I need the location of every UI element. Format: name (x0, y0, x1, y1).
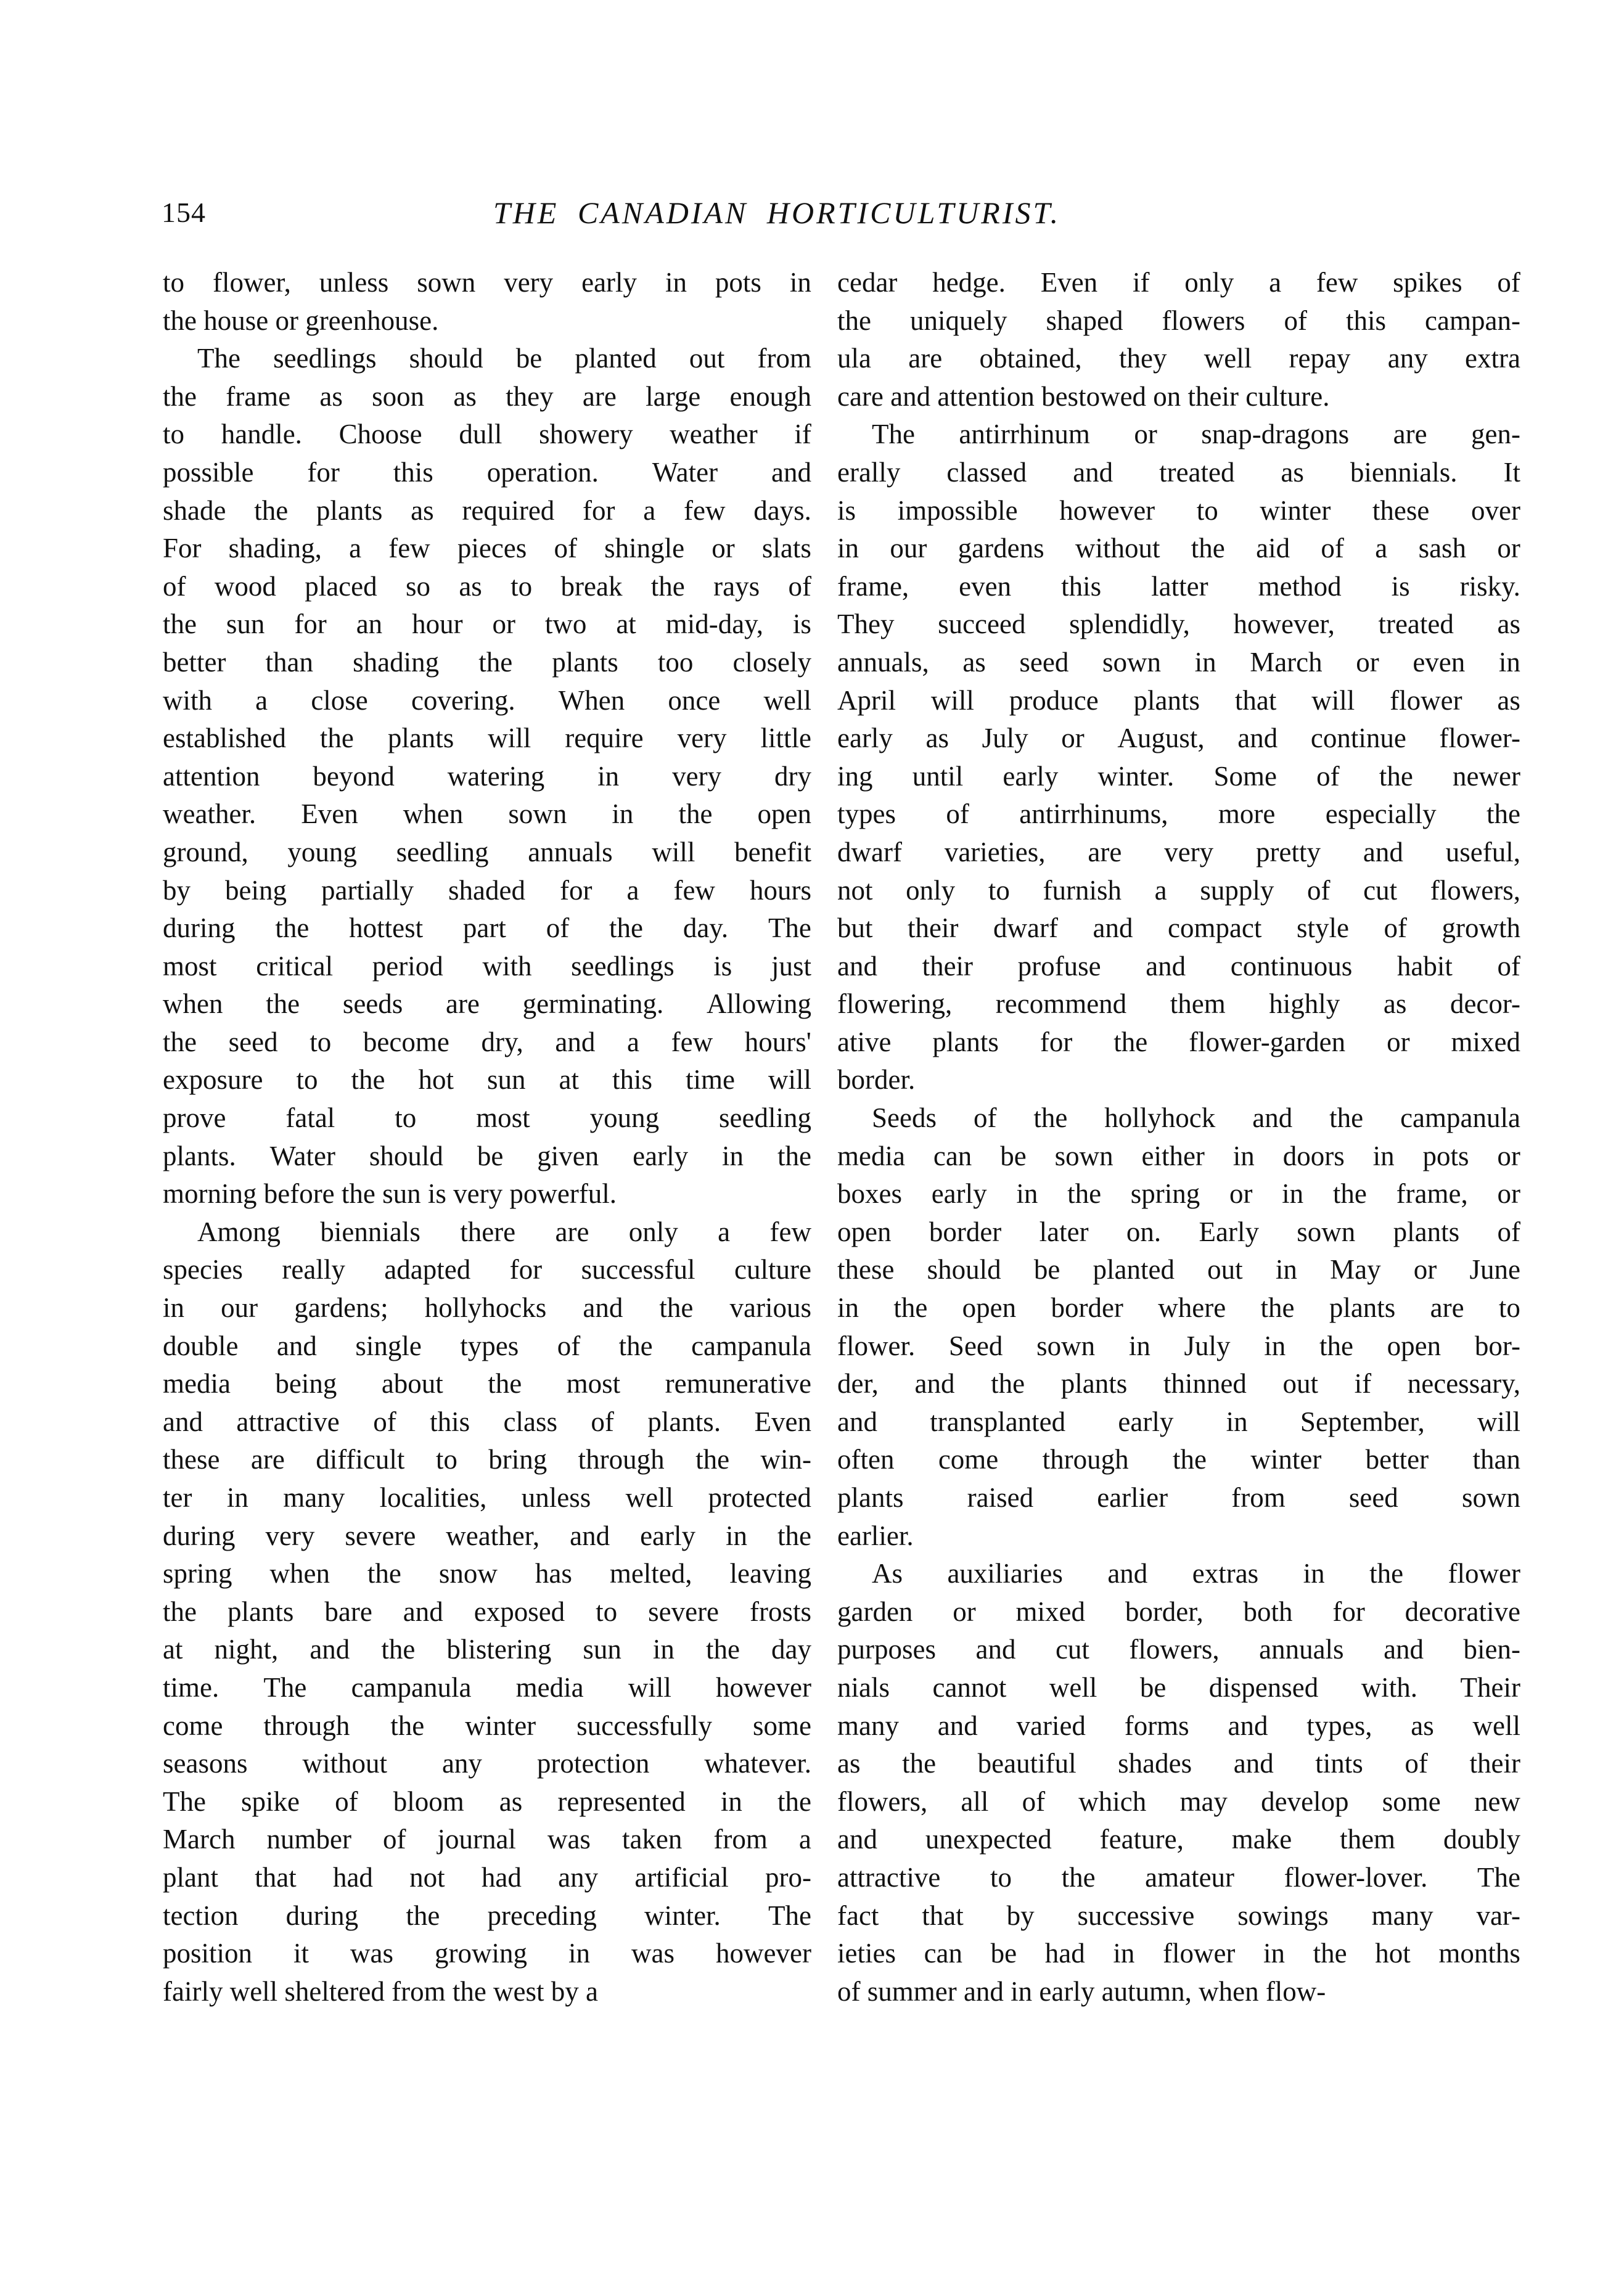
text-line: the plants bare and exposed to severe frosts (163, 1596, 811, 1627)
text-line: border. (837, 1064, 916, 1096)
text-line: media can be sown either in doors in pots or (837, 1140, 1520, 1171)
text-line: plants. Water should be given early in the (163, 1140, 811, 1171)
text-line: cedar hedge. Even if only a few spikes of (837, 267, 1520, 298)
text-line: early as July or August, and continue flower- (837, 723, 1520, 754)
text-line: the sun for an hour or two at mid-day, is (163, 609, 811, 640)
text-line: nials cannot well be dispensed with. Their (837, 1671, 1520, 1703)
text-line: during very severe weather, and early in the (163, 1520, 811, 1551)
paragraph (837, 416, 1520, 1099)
text-line: ground, young seedling annuals will benefit (163, 836, 811, 867)
text-line: established the plants will require very little (163, 723, 811, 754)
page-number: 154 (162, 197, 206, 228)
paragraph (837, 264, 1520, 416)
text-line: flower. Seed sown in July in the open bor- (837, 1330, 1520, 1361)
text-line: flowering, recommend them highly as decor- (837, 988, 1520, 1020)
text-line: morning before the sun is very powerful. (163, 1178, 617, 1210)
text-line: and unexpected feature, make them doubly (837, 1824, 1520, 1855)
text-line: As auxiliaries and extras in the flower (872, 1558, 1520, 1589)
text-line: double and single types of the campanula (163, 1330, 811, 1361)
text-line: seasons without any protection whatever. (163, 1748, 811, 1779)
text-line: of wood placed so as to break the rays of (163, 570, 811, 602)
paragraph (837, 1555, 1520, 2011)
text-line: is impossible however to winter these over (837, 494, 1520, 526)
text-line: boxes early in the spring or in the frame, or (837, 1178, 1520, 1210)
text-line: The antirrhinum or snap-dragons are gen- (872, 419, 1520, 450)
text-line: care and attention bestowed on their culture. (837, 380, 1330, 412)
text-line: by being partially shaded for a few hours (163, 874, 811, 906)
text-line: the seed to become dry, and a few hours' (163, 1026, 811, 1057)
text-line: in our gardens; hollyhocks and the various (163, 1292, 811, 1324)
paragraph (163, 1213, 811, 2011)
text-line: types of antirrhinums, more especially the (837, 798, 1520, 830)
text-line: and attractive of this class of plants. Even (163, 1406, 811, 1437)
text-line: attention beyond watering in very dry (163, 760, 811, 792)
text-line: plant that had not had any artificial pro- (163, 1861, 811, 1893)
text-line: dwarf varieties, are very pretty and useful, (837, 836, 1520, 867)
text-line: to handle. Choose dull showery weather if (163, 419, 811, 450)
text-line: plants raised earlier from seed sown (837, 1482, 1520, 1513)
text-line: and transplanted early in September, will (837, 1406, 1520, 1437)
text-line: exposure to the hot sun at this time will (163, 1064, 811, 1096)
text-line: frame, even this latter method is risky. (837, 570, 1520, 602)
text-line: earlier. (837, 1520, 914, 1551)
text-line: and their profuse and continuous habit of (837, 950, 1520, 982)
text-line: Among biennials there are only a few (197, 1216, 811, 1247)
text-line: spring when the snow has melted, leaving (163, 1558, 811, 1589)
text-line: Seeds of the hollyhock and the campanula (872, 1102, 1520, 1134)
text-line: in the open border where the plants are to (837, 1292, 1520, 1324)
text-line: fairly well sheltered from the west by a (163, 1975, 599, 2007)
text-line: ative plants for the flower-garden or mixed (837, 1026, 1520, 1057)
paragraph (163, 264, 811, 340)
text-line: many and varied forms and types, as well (837, 1710, 1520, 1741)
text-line: tection during the preceding winter. The (163, 1900, 811, 1931)
text-line: come through the winter successfully some (163, 1710, 811, 1741)
text-line: erally classed and treated as biennials. It (837, 456, 1520, 488)
text-line: to flower, unless sown very early in pots in (163, 267, 811, 298)
text-line: but their dwarf and compact style of growth (837, 912, 1520, 944)
paragraph (837, 1099, 1520, 1555)
text-line: The seedlings should be planted out from (197, 343, 811, 374)
right-column (837, 264, 1520, 2011)
text-line: shade the plants as required for a few days. (163, 494, 811, 526)
text-line: most critical period with seedlings is just (163, 950, 811, 982)
text-line: the uniquely shaped flowers of this campan- (837, 305, 1520, 336)
text-line: garden or mixed border, both for decorative (837, 1596, 1520, 1627)
text-line: the frame as soon as they are large enough (163, 380, 811, 412)
text-line: April will produce plants that will flower as (837, 684, 1520, 716)
text-line: species really adapted for successful culture (163, 1254, 811, 1285)
text-line: with a close covering. When once well (163, 684, 811, 716)
text-line: in our gardens without the aid of a sash or (837, 533, 1520, 564)
running-title: THE CANADIAN HORTICULTURIST. (493, 195, 1061, 230)
text-line: March number of journal was taken from a (163, 1824, 811, 1855)
text-line: not only to furnish a supply of cut flowers, (837, 874, 1520, 906)
text-line: position it was growing in was however (163, 1938, 811, 1969)
text-line: ter in many localities, unless well protected (163, 1482, 811, 1513)
text-line: often come through the winter better than (837, 1444, 1520, 1475)
text-line: flowers, all of which may develop some new (837, 1786, 1520, 1817)
text-line: They succeed splendidly, however, treated as (837, 609, 1520, 640)
text-line: these should be planted out in May or June (837, 1254, 1520, 1285)
text-line: better than shading the plants too closely (163, 646, 811, 678)
text-line: The spike of bloom as represented in the (163, 1786, 811, 1817)
text-line: attractive to the amateur flower-lover. The (837, 1861, 1520, 1893)
text-line: time. The campanula media will however (163, 1671, 811, 1703)
text-line: For shading, a few pieces of shingle or slats (163, 533, 811, 564)
text-line: fact that by successive sowings many var- (837, 1900, 1520, 1931)
text-line: prove fatal to most young seedling (163, 1102, 811, 1134)
text-line: open border later on. Early sown plants of (837, 1216, 1520, 1247)
text-line: ing until early winter. Some of the newer (837, 760, 1520, 792)
text-line: purposes and cut flowers, annuals and bien- (837, 1634, 1520, 1665)
text-line: these are difficult to bring through the win- (163, 1444, 811, 1475)
text-line: ula are obtained, they well repay any extra (837, 343, 1520, 374)
text-line: the house or greenhouse. (163, 305, 439, 336)
text-line: of summer and in early autumn, when flow- (837, 1975, 1326, 2007)
text-line: media being about the most remunerative (163, 1368, 811, 1400)
text-line: annuals, as seed sown in March or even in (837, 646, 1520, 678)
text-line: weather. Even when sown in the open (163, 798, 811, 830)
text-line: during the hottest part of the day. The (163, 912, 811, 944)
text-line: as the beautiful shades and tints of their (837, 1748, 1520, 1779)
text-line: possible for this operation. Water and (163, 456, 811, 488)
text-line: der, and the plants thinned out if necessary, (837, 1368, 1520, 1400)
text-line: at night, and the blistering sun in the day (163, 1634, 811, 1665)
text-line: ieties can be had in flower in the hot months (837, 1938, 1520, 1969)
text-line: when the seeds are germinating. Allowing (163, 988, 811, 1020)
paragraph (163, 340, 811, 1213)
left-column (163, 264, 811, 2011)
